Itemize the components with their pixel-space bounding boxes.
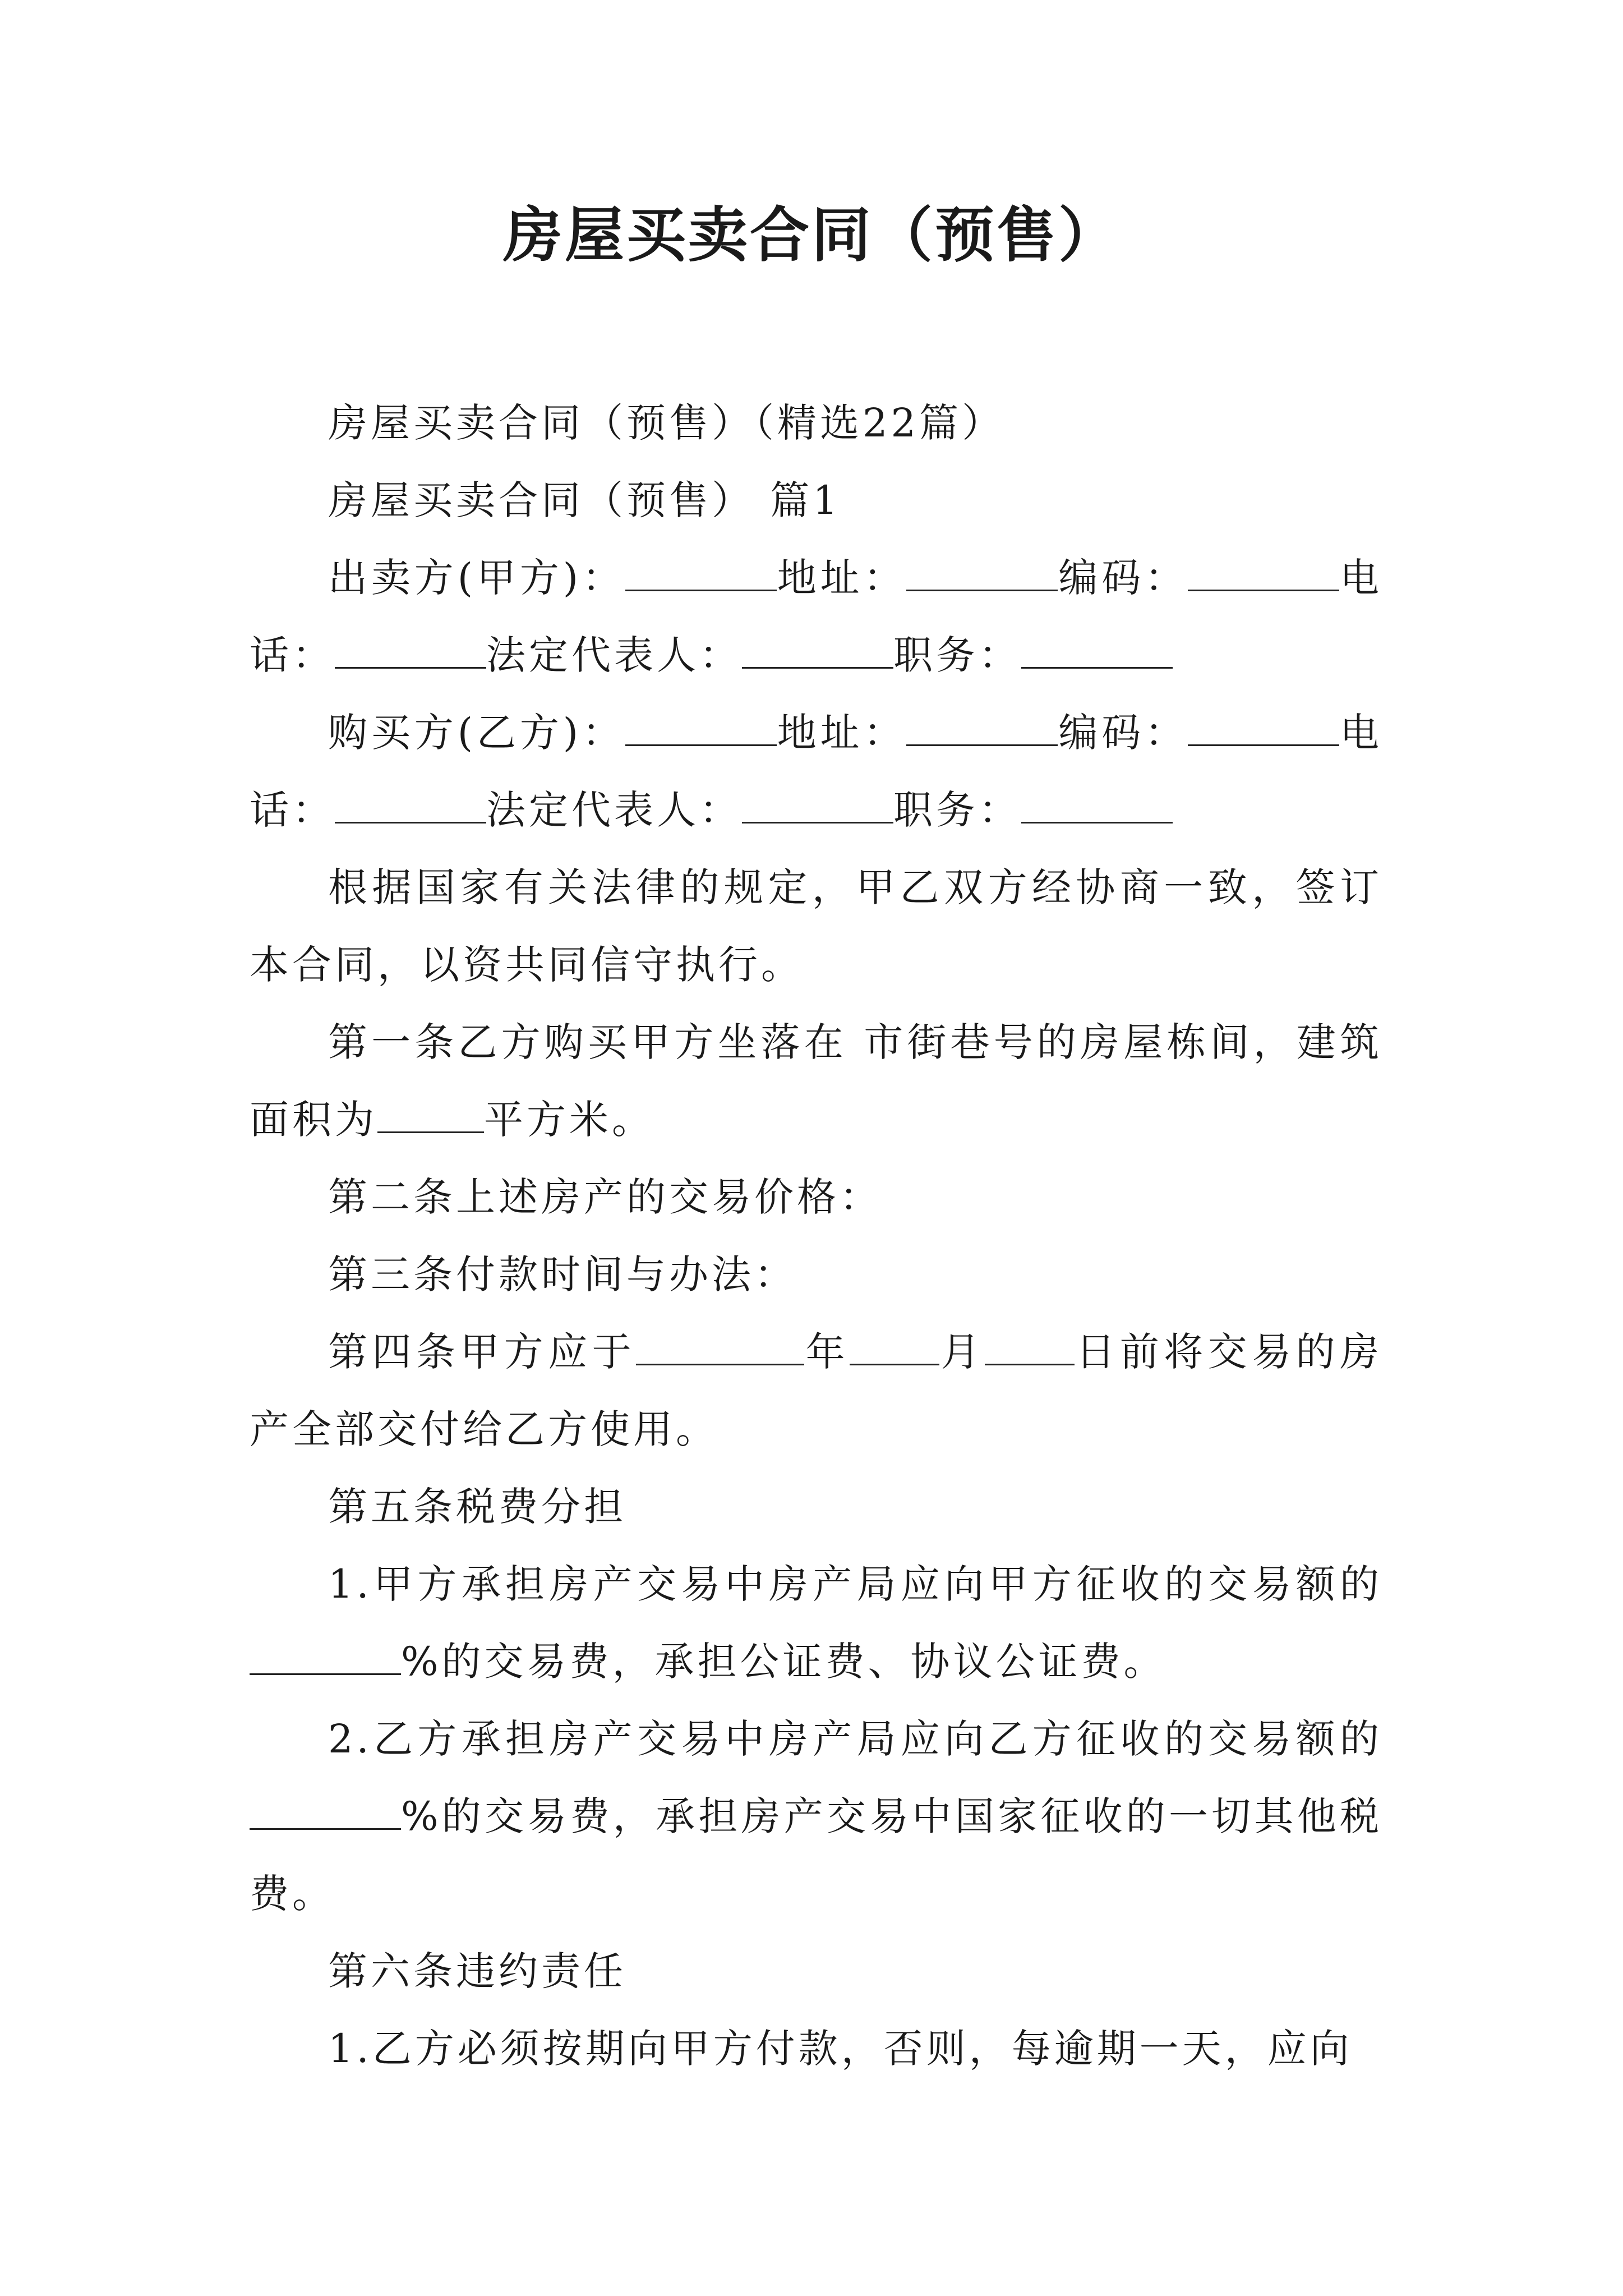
seller-title-blank <box>1021 632 1173 669</box>
article-6-heading: 第六条违约责任 <box>328 1948 626 1994</box>
buyer-name-blank <box>625 709 777 746</box>
seller-name-blank <box>625 554 777 591</box>
seller-address-blank <box>906 554 1058 591</box>
article-1-text: 第一条乙方购买甲方坐落在 市街巷号的房屋栋间，建筑面积为 <box>250 1019 1382 1143</box>
section-heading: 房屋买卖合同（预售） 篇1 <box>328 477 841 523</box>
seller-code-label: 编码： <box>1058 555 1188 601</box>
article-5-item-1-text: 1.甲方承担房产交易中房产局应向甲方征收的交易额的 <box>328 1561 1382 1607</box>
day-blank <box>985 1328 1075 1365</box>
buyer-rep-blank <box>742 786 893 823</box>
article-4 <box>250 1313 1382 1468</box>
article-4-tail: 日前将交易的房产全部交付给乙方使用。 <box>250 1329 1383 1452</box>
buyer-title-blank <box>1021 786 1173 823</box>
article-5-item-2 <box>250 1700 1382 1932</box>
buyer-rep-label: 法定代表人： <box>486 787 742 833</box>
month-label: 月 <box>939 1329 985 1375</box>
area-blank <box>377 1096 484 1133</box>
article-5-item-1 <box>250 1545 1382 1700</box>
buyer-label: 购买方(乙方)： <box>328 710 625 756</box>
buyer-title-label: 职务： <box>893 787 1021 833</box>
intro-paragraph: 根据国家有关法律的规定，甲乙双方经协商一致，签订本合同，以资共同信守执行。 <box>250 864 1382 988</box>
article-5-item-1-tail: %的交易费，承担公证费、协议公证费。 <box>401 1639 1166 1685</box>
buyer-phone-blank <box>335 786 486 823</box>
article-5-heading: 第五条税费分担 <box>328 1484 626 1530</box>
document-title: 房屋买卖合同（预售） <box>503 200 1120 270</box>
seller-info <box>250 539 1382 694</box>
article-4-text: 第四条甲方应于 <box>328 1329 637 1375</box>
month-blank <box>850 1328 939 1365</box>
seller-title-label: 职务： <box>893 632 1021 678</box>
article-5-item-2-tail: %的交易费，承担房产交易中国家征收的一切其他税费。 <box>250 1793 1382 1917</box>
buyer-info <box>250 694 1382 849</box>
buyer-code-blank <box>1188 709 1339 746</box>
seller-rep-label: 法定代表人： <box>486 632 742 678</box>
seller-phone-label: 电话： <box>250 555 1383 678</box>
seller-rep-blank <box>742 632 893 669</box>
buyer-fee-percent-blank <box>250 1793 401 1830</box>
article-3: 第三条付款时间与办法： <box>328 1251 797 1297</box>
buyer-address-blank <box>906 709 1058 746</box>
buyer-code-label: 编码： <box>1058 710 1188 756</box>
seller-label: 出卖方(甲方)： <box>328 555 625 601</box>
document-body <box>250 384 1382 2087</box>
article-5-item-2-text: 2.乙方承担房产交易中房产局应向乙方征收的交易额的 <box>328 1716 1382 1762</box>
year-label: 年 <box>804 1329 850 1375</box>
document-subtitle: 房屋买卖合同（预售）（精选22篇） <box>328 400 1005 446</box>
article-1 <box>250 1004 1382 1158</box>
buyer-address-label: 地址： <box>776 710 907 756</box>
seller-phone-blank <box>335 632 486 669</box>
year-blank <box>636 1328 804 1365</box>
buyer-phone-label: 电话： <box>250 710 1383 833</box>
article-6-item-1: 1.乙方必须按期向甲方付款，否则，每逾期一天，应向 <box>328 2026 1353 2072</box>
article-1-unit: 平方米。 <box>484 1097 654 1143</box>
seller-code-blank <box>1188 554 1339 591</box>
article-2: 第二条上述房产的交易价格： <box>328 1174 882 1220</box>
seller-fee-percent-blank <box>250 1638 401 1675</box>
seller-address-label: 地址： <box>776 555 907 601</box>
